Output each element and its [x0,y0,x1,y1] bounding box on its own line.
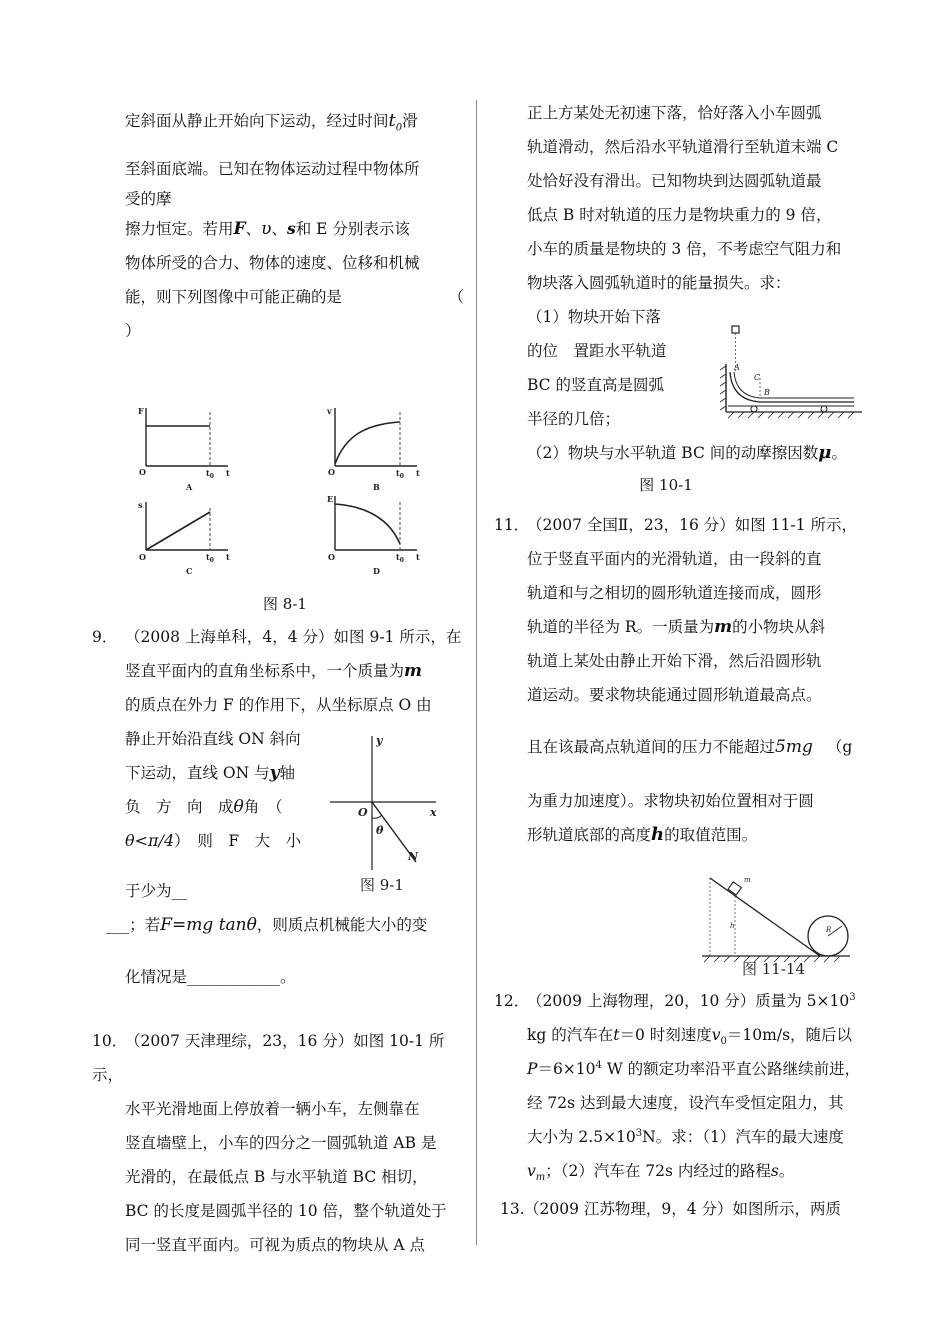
figure-11-14 [702,870,852,978]
q10c-sub1b: 的位 置距水平轨道 [527,342,667,360]
q9-line2: 竖直平面内的直角坐标系中，一个质量为m [125,661,423,681]
q9-line7: θ<π/4） 则 F 大 小 [125,831,302,850]
fig9-n-label: N [408,850,419,863]
graph-b-tick: $t_0$ [396,468,404,480]
left-column [92,104,464,348]
q10c-sub1c: BC 的竖直高是圆弧 [527,376,664,394]
q12-line4: 经 72s 达到最大速度，设汽车受恒定阻力，其 [527,1094,844,1112]
fig10-c-label: C [754,373,761,382]
figure-10-1 [714,322,864,422]
q8-line3: 受的摩 [125,190,172,208]
graph-b-ylabel: v [327,406,332,416]
q10-line1: 10．（2007 天津理综，23，16 分）如图 10-1 所示， [92,1032,445,1084]
q10-line6: 同一竖直平面内。可视为质点的物块从 A 点 [125,1236,426,1254]
fig10-b-label: B [764,388,770,397]
figure-9-1 [326,730,446,900]
q9-line8: 于少为__ [125,882,188,900]
fig9-y-label: y [376,734,383,747]
q8-line1: 定斜面从静止开始向下运动，经过时间$t_0$滑 [125,110,418,134]
q10c-line5: 小车的质量是物块的 3 倍，不考虑空气阻力和 [527,240,842,258]
fig9-theta-label: θ [376,824,384,837]
question-10 [92,1024,464,1262]
fig9-origin-label: O [358,806,368,819]
q9-line4: 静止开始沿直线 ON 斜向 [125,730,301,748]
q9-line10: 化情况是____________。 [125,968,296,986]
graph-c-tick: $t_0$ [206,552,214,564]
q10-line2: 水平光滑地面上停放着一辆小车，左侧靠在 [125,1100,420,1118]
q10-line4: 光滑的，在最低点 B 与水平轨道 BC 相切， [125,1168,428,1186]
fig11-r-label: R [826,926,832,934]
q13-line1: 13.（2009 江苏物理，9，4 分）如图所示，两质 [500,1200,842,1218]
q10c-sub2: （2）物块与水平轨道 BC 间的动摩擦因数μ。 [527,442,847,463]
q12-line5: 大小为 $2.5\times 10^3N$。求：（1）汽车的最大速度 [527,1127,844,1146]
question-12 [494,984,874,1188]
q9-line5: 下运动，直线 ON 与y轴 [125,763,296,783]
q9-line9: ___；若F=mg tanθ，则质点机械能大小的变 [106,915,428,935]
q11-line6: 道运动。要求物块能通过圆形轨道最高点。 [527,686,822,704]
q10c-line3: 处恰好没有滑出。已知物块到达圆弧轨道最 [527,172,822,190]
fig11-h-label: h [730,922,735,930]
q11-line9: 形轨道底部的高度h的取值范围。 [527,824,758,845]
q9-line3: 的质点在外力 F 的作用下，从坐标原点 O 由 [125,696,432,714]
graph-d-origin: O [328,552,335,562]
question-11 [494,508,874,852]
q10-line3: 竖直墙壁上，小车的四分之一圆弧轨道 AB 是 [125,1134,437,1152]
q11-line5: 轨道上某处由静止开始下滑，然后沿圆形轨 [527,652,822,670]
q11-line4: 轨道的半径为 R。一质量为m的小物块从斜 [527,617,826,637]
graph-a-ylabel: F [138,406,144,416]
fig11-caption: 图 11-14 [742,960,806,978]
q11-line3: 轨道和与之相切的圆形轨道连接而成，圆形 [527,584,822,602]
figure-8-1-caption: 图 8-1 [263,595,307,613]
graph-d-tick: $t_0$ [396,552,404,564]
q8-line2: 至斜面底端。已知在物体运动过程中物体所 [125,160,420,178]
q12-line2: kg 的汽车在t＝0 时刻速度$v_0=10m/s$，随后以 [527,1026,853,1048]
q12-line1: 12．（2009 上海物理，20，10 分）质量为 $5\times 10^3$ [494,991,856,1010]
q9-line1: 9． （2008 上海单科，4，4 分）如图 9-1 所示，在 [92,628,462,646]
q8-line7: ） [125,322,141,340]
graph-c-ylabel: s [138,500,143,510]
q10c-line6: 物块落入圆弧轨道时的能量损失。求： [527,274,791,292]
graph-b-xlabel: t [416,468,420,478]
graph-c-origin: O [139,552,146,562]
q10c-line2: 轨道滑动，然后沿水平轨道滑行至轨道末端 C [527,138,839,156]
q11-line2: 位于竖直平面内的光滑轨道，由一段斜的直 [527,550,822,568]
graph-d-xlabel: t [416,552,420,562]
column-divider [476,100,477,1245]
q9-line6: 负 方 向 成θ角 （ [125,797,283,817]
graph-c-xlabel: t [226,552,230,562]
graph-b [326,406,420,492]
q11-line8: 为重力加速度）。求物块初始位置相对于圆 [527,792,814,810]
graph-d-ylabel: E [327,494,334,504]
fig10-a-label: A [734,363,740,372]
question-13 [500,1192,874,1226]
q10c-sub1a: （1）物块开始下落 [527,308,661,326]
q11-line7: 且在该最高点轨道间的压力不能超过5mg （g [527,737,853,757]
q12-line3: $P=6\times 10^4$ W 的额定功率沿平直公路继续前进， [527,1059,861,1078]
q10c-sub1d: 半径的几倍； [527,410,621,428]
fig9-caption: 图 9-1 [360,876,404,894]
right-column [494,96,874,500]
graph-b-origin: O [328,467,335,477]
graph-a-tick: $t_0$ [206,468,214,480]
q10c-line1: 正上方某处无初速下落，恰好落入小车圆弧 [527,104,822,122]
fig10-caption: 图 10-1 [639,476,693,494]
graph-a-label: A [186,482,193,492]
fig9-x-label: x [430,806,437,819]
graph-d [327,494,420,576]
q12-line6: $v_m$；（2）汽车在 72s 内经过的路程s。 [527,1162,795,1184]
graph-a-origin: O [139,467,146,477]
q11-line1: 11．（2007 全国Ⅱ，23，16 分）如图 11-1 所示， [494,516,857,534]
graph-a [138,406,230,492]
q10-line5: BC 的长度是圆弧半径的 10 倍，整个轨道处于 [125,1202,447,1220]
fig11-m-label: m [744,876,751,884]
q8-line5: 物体所受的合力、物体的速度、位移和机械 [125,254,420,272]
graph-a-xlabel: t [226,468,230,478]
q8-line6: 能，则下列图像中可能正确的是 （ [125,288,464,306]
q8-line4: 擦力恒定。若用F、υ、s和 E 分别表示该 [125,219,410,239]
graph-c [138,500,230,576]
q10c-line4: 低点 B 时对轨道的压力是物块重力的 9 倍， [527,206,832,224]
graph-b-label: B [373,482,380,492]
graph-c-label: C [186,566,193,576]
graph-d-label: D [373,566,380,576]
figure-8-1-graphs [130,398,440,583]
